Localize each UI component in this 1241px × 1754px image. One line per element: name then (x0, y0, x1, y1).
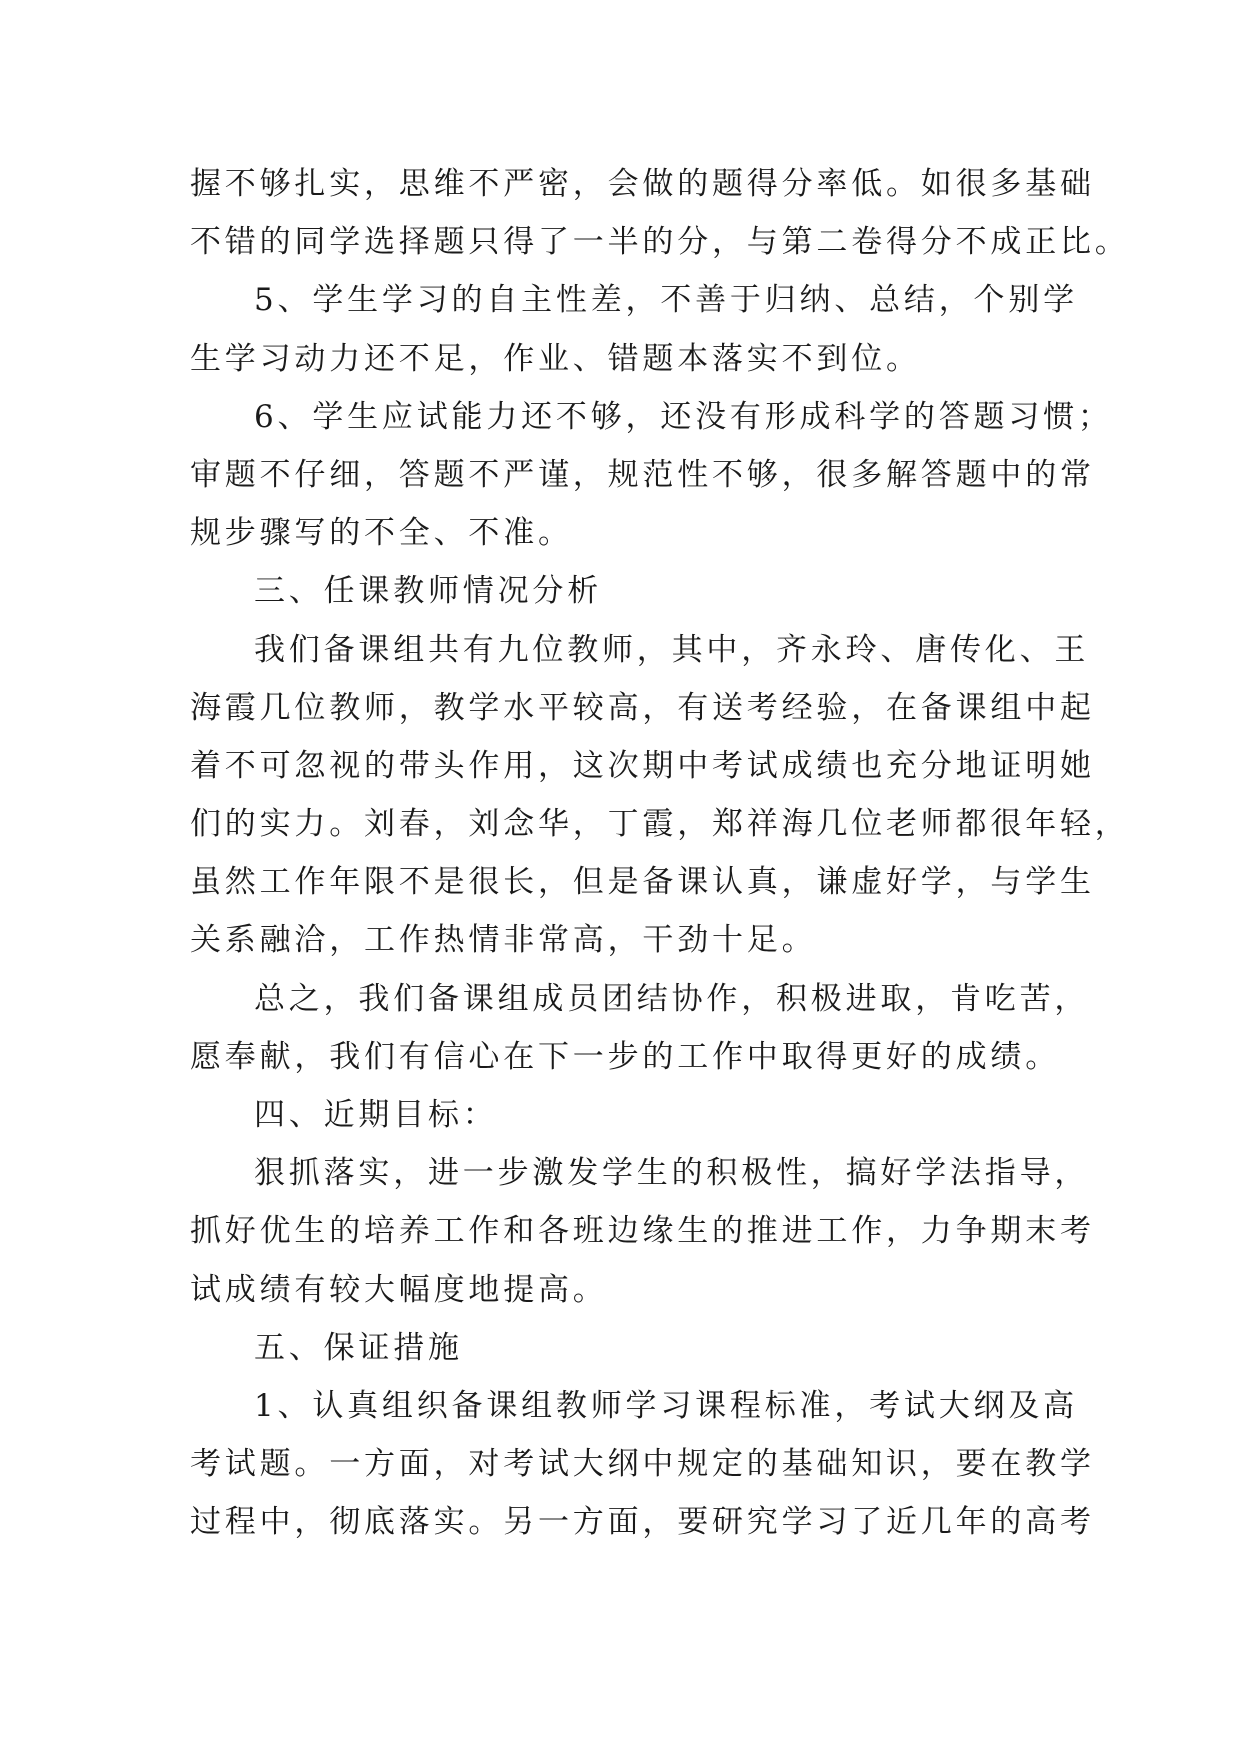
text-line: 总之，我们备课组成员团结协作，积极进取，肯吃苦， (254, 980, 1090, 1017)
text-line: 审题不仔细，答题不严谨，规范性不够，很多解答题中的常 (190, 456, 1095, 493)
text-line: 5、学生学习的自主性差，不善于归纳、总结，个别学 (254, 282, 1078, 319)
text-line: 6、学生应试能力还不够，还没有形成科学的答题习惯； (254, 398, 1113, 435)
text-line: 着不可忽视的带头作用，这次期中考试成绩也充分地证明她 (190, 747, 1095, 784)
text-line: 规步骤写的不全、不准。 (190, 515, 573, 552)
text-line: 不错的同学选择题只得了一半的分，与第二卷得分不成正比。 (190, 224, 1130, 261)
text-line: 关系融洽，工作热情非常高，干劲十足。 (190, 922, 817, 959)
text-line: 抓好优生的培养工作和各班边缘生的推进工作，力争期末考 (190, 1213, 1095, 1250)
text-line: 我们备课组共有九位教师，其中，齐永玲、唐传化、王 (254, 631, 1090, 668)
text-line: 虽然工作年限不是很长，但是备课认真，谦虚好学，与学生 (190, 864, 1095, 901)
text-line: 考试题。一方面，对考试大纲中规定的基础知识，要在教学 (190, 1446, 1095, 1483)
text-line: 们的实力。刘春，刘念华，丁霞，郑祥海几位老师都很年轻， (190, 806, 1130, 843)
text-line: 过程中，彻底落实。另一方面，要研究学习了近几年的高考 (190, 1504, 1095, 1541)
text-line: 生学习动力还不足，作业、错题本落实不到位。 (190, 340, 921, 377)
text-line: 1、认真组织备课组教师学习课程标准，考试大纲及高 (254, 1387, 1078, 1424)
text-line: 握不够扎实，思维不严密，会做的题得分率低。如很多基础 (190, 166, 1095, 202)
text-line: 海霞几位教师，教学水平较高，有送考经验，在备课组中起 (190, 689, 1095, 726)
text-line: 愿奉献，我们有信心在下一步的工作中取得更好的成绩。 (190, 1038, 1060, 1075)
text-line: 试成绩有较大幅度地提高。 (190, 1271, 608, 1308)
text-line: 三、任课教师情况分析 (254, 573, 602, 610)
text-line: 四、近期目标： (254, 1097, 498, 1133)
text-line: 五、保证措施 (254, 1329, 463, 1366)
document-body (190, 155, 1130, 1552)
text-line: 狠抓落实，进一步激发学生的积极性，搞好学法指导， (254, 1155, 1090, 1192)
